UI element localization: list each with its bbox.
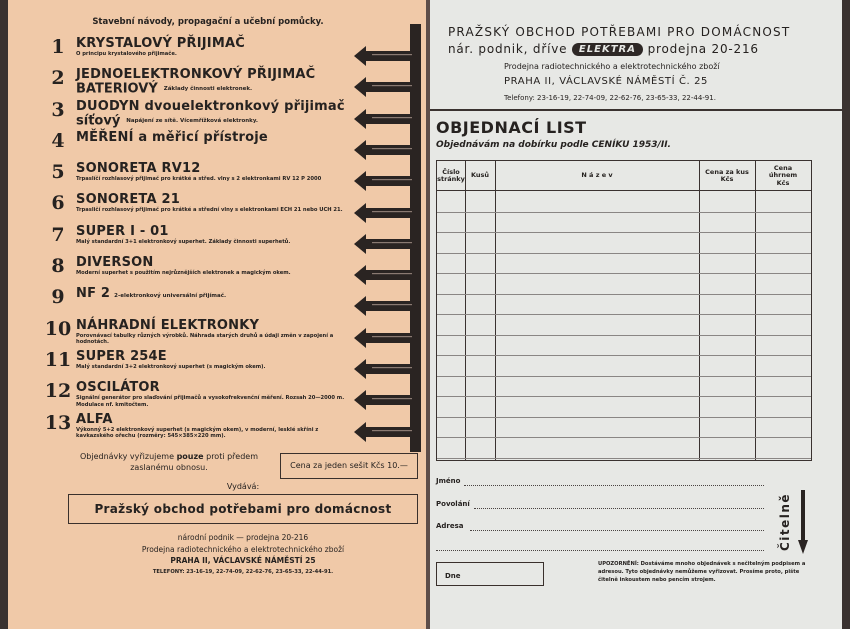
item-title bbox=[76, 286, 226, 304]
list-item bbox=[44, 286, 360, 317]
table-row[interactable] bbox=[437, 232, 811, 233]
col-header-unit-price bbox=[699, 161, 755, 191]
arrow-left-icon bbox=[354, 140, 414, 160]
item-description: Porovnávací tabulky různých výrobků. Náhrada starých druhů a údaji změn v zapojení a hodnotách. bbox=[76, 332, 334, 346]
store-subtitle-pre: nár. podnik, dříve bbox=[448, 42, 568, 56]
price-box: Cena za jeden sešit Kčs 10.— bbox=[280, 453, 418, 479]
arrow-left-icon bbox=[354, 203, 414, 223]
item-description: Trpasličí rozhlasový přijimač pro krátké a střední vlny s elektronkami ECH 21 nebo UCH 21. bbox=[76, 207, 343, 214]
job-field[interactable] bbox=[474, 508, 764, 509]
item-title: DUODYN dvouelektronkový přijimač bbox=[76, 98, 345, 114]
item-number: 13 bbox=[44, 411, 72, 434]
address-field-line2[interactable] bbox=[436, 550, 764, 551]
list-item bbox=[44, 349, 360, 380]
catalog-page bbox=[8, 0, 426, 629]
list-item bbox=[44, 380, 360, 411]
col-header-total-line2: úhrnem bbox=[768, 171, 798, 180]
column-divider bbox=[465, 161, 466, 460]
store-name: PRAŽSKÝ OBCHOD POTŘEBAMI PRO DOMÁCNOST bbox=[448, 25, 791, 39]
table-row[interactable] bbox=[437, 253, 811, 254]
col-header-unit-price-line1: Cena za kus bbox=[705, 167, 749, 176]
item-description: Napájení ze sítě. Vícemřížková elektronky. bbox=[126, 117, 258, 124]
column-divider bbox=[755, 161, 756, 460]
table-row[interactable] bbox=[437, 273, 811, 274]
item-title-line2-text: síťový bbox=[76, 113, 121, 129]
item-title: SONORETA RV12 bbox=[76, 161, 201, 177]
form-title: OBJEDNACÍ LIST bbox=[436, 118, 587, 137]
col-header-qty: Kusů bbox=[470, 171, 490, 180]
item-number: 10 bbox=[44, 317, 72, 340]
list-item bbox=[44, 318, 360, 349]
item-description: Výkonný 5+2 elektronkový superhet (s magickým okem), v moderní, lesklé skříni z kavkazského ořechu (rozměry: 545×385×220 mm). bbox=[76, 426, 319, 439]
list-item bbox=[44, 255, 360, 286]
item-title: OSCILÁTOR bbox=[76, 380, 160, 396]
catalog-heading: Stavební návody, propagační a učební pomůcky. bbox=[92, 17, 324, 27]
item-description: O principu krystalového přijimače. bbox=[76, 51, 177, 57]
list-item bbox=[44, 130, 360, 161]
footer-phones: TELEFONY: 23-16-19, 22-74-09, 22-62-76, 23-65-33, 22-44-91. bbox=[152, 568, 334, 575]
column-divider bbox=[495, 161, 496, 460]
store-description: Prodejna radiotechnického a elektrotechnického zboží bbox=[504, 62, 720, 71]
item-title: SUPER 254E bbox=[76, 348, 167, 364]
item-number: 6 bbox=[51, 192, 65, 215]
table-row[interactable] bbox=[437, 212, 811, 213]
footer-address: PRAHA II, VÁCLAVSKÉ NÁMĚSTÍ 25 bbox=[170, 556, 316, 565]
order-form-page bbox=[430, 0, 842, 629]
col-header-total-line1: Cena bbox=[773, 163, 793, 172]
item-description: Malý standardní 3+2 elektronkový superhet (s magickým okem). bbox=[76, 363, 266, 370]
table-row[interactable] bbox=[437, 437, 811, 438]
table-row[interactable] bbox=[437, 355, 811, 356]
item-title: SUPER I - 01 bbox=[76, 223, 169, 239]
table-row[interactable] bbox=[437, 458, 811, 459]
order-note bbox=[74, 451, 264, 473]
publisher-label: Vydává: bbox=[226, 482, 260, 491]
list-item bbox=[44, 192, 360, 223]
item-title-line2 bbox=[76, 81, 252, 98]
catalog-list bbox=[44, 36, 360, 443]
arrow-left-icon bbox=[354, 265, 414, 285]
name-field[interactable] bbox=[464, 485, 764, 486]
item-title: ALFA bbox=[76, 411, 113, 427]
list-item bbox=[44, 161, 360, 192]
item-description: Moderní superhet s použitím nejrůznějších elektronek a magickým okem. bbox=[76, 270, 291, 277]
col-header-total-price bbox=[755, 161, 811, 191]
address-field[interactable] bbox=[470, 530, 764, 531]
table-row[interactable] bbox=[437, 335, 811, 336]
order-note-pre: Objednávky vyřizujeme bbox=[79, 452, 175, 461]
arrow-left-icon bbox=[354, 77, 414, 97]
form-subtitle: Objednávám na dobírku podle CENÍKU 1953/II. bbox=[436, 140, 671, 150]
store-phones: Telefony: 23-16-19, 22-74-09, 22-62-76, 23-65-33, 22-44-91. bbox=[504, 94, 716, 102]
item-number: 2 bbox=[51, 67, 65, 90]
item-description: Signální generátor pro slaďování přijimačů a vysokofrekvenční měření. Rozsah 20—2000 m. Modulace nf. kmitočtem. bbox=[76, 395, 345, 408]
publisher-name: Pražský obchod potřebami pro domácnost bbox=[68, 494, 418, 524]
arrow-left-icon bbox=[354, 359, 414, 379]
item-title-text: NF 2 bbox=[76, 286, 111, 302]
item-description: Základy činnosti elektronek. bbox=[163, 86, 253, 93]
col-header-page bbox=[437, 161, 465, 191]
col-header-unit-price-line2: Kčs bbox=[720, 175, 734, 183]
arrow-left-icon bbox=[354, 328, 414, 348]
item-title: JEDNOELEKTRONKOVÝ PŘIJIMAČ bbox=[76, 67, 316, 83]
arrow-left-icon bbox=[354, 422, 414, 442]
col-header-name: N á z e v bbox=[581, 171, 613, 180]
elektra-logo: ELEKTRA bbox=[572, 43, 643, 56]
publisher-footer bbox=[68, 532, 418, 578]
item-number: 1 bbox=[51, 36, 65, 58]
legibility-notice: UPOZORNĚNÍ: Dostáváme mnoho objednávek s nečitelným podpisem a adresou. Tyto objednávky nemůžeme vyřizovat. Prosíme proto, pište čitelně inkoustem nebo pencím strojem. bbox=[598, 561, 806, 583]
legibly-label bbox=[774, 490, 796, 554]
table-row[interactable] bbox=[437, 376, 811, 377]
job-label: Povolání bbox=[436, 500, 470, 508]
item-number: 9 bbox=[51, 286, 65, 309]
store-subtitle bbox=[448, 42, 759, 56]
item-number: 11 bbox=[44, 348, 72, 371]
item-title: DIVERSON bbox=[76, 255, 154, 271]
col-header-page-line1: Číslo bbox=[442, 167, 460, 176]
table-row[interactable] bbox=[437, 417, 811, 418]
list-item bbox=[44, 224, 360, 255]
table-row[interactable] bbox=[437, 314, 811, 315]
order-note-bold: pouze bbox=[176, 452, 204, 461]
order-note-post: proti předem zaslanému obnosu. bbox=[130, 452, 259, 472]
item-title-line2-text: BATERIOVÝ bbox=[76, 81, 158, 97]
item-number: 5 bbox=[51, 161, 65, 184]
item-title-line2 bbox=[76, 113, 258, 130]
arrow-down-icon bbox=[798, 490, 808, 554]
order-table bbox=[436, 160, 812, 461]
date-label: Dne bbox=[445, 572, 461, 580]
item-title: NÁHRADNÍ ELEKTRONKY bbox=[76, 317, 260, 333]
item-number: 3 bbox=[51, 98, 65, 121]
arrow-left-icon bbox=[354, 296, 414, 316]
footer-line-1: národní podnik — prodejna 20-216 bbox=[177, 533, 309, 542]
item-title: SONORETA 21 bbox=[76, 192, 180, 208]
header-divider bbox=[430, 109, 842, 111]
table-row[interactable] bbox=[437, 294, 811, 295]
item-description: Trpaslíčí rozhlasový přijimač pro krátké a střed. vlny s 2 elektronkami RV 12 P 2000 bbox=[76, 176, 322, 183]
item-number: 7 bbox=[51, 223, 65, 246]
footer-line-2: Prodejna radiotechnického a elektrotechnického zboží bbox=[141, 544, 345, 554]
date-field[interactable] bbox=[436, 562, 544, 586]
arrow-left-icon bbox=[354, 390, 414, 410]
item-description: 2-elektronkový universální přijímač. bbox=[114, 293, 227, 300]
arrow-left-icon bbox=[354, 171, 414, 191]
list-item bbox=[44, 67, 360, 98]
item-number: 8 bbox=[51, 255, 65, 278]
column-divider bbox=[699, 161, 700, 460]
arrow-left-icon bbox=[354, 234, 414, 254]
item-number: 4 bbox=[51, 129, 65, 152]
legibly-text: Čitelně bbox=[778, 492, 792, 552]
list-item bbox=[44, 36, 360, 67]
item-number: 12 bbox=[44, 380, 72, 403]
arrow-left-icon bbox=[354, 109, 414, 129]
item-title: MĚŘENÍ a měřicí přístroje bbox=[76, 129, 268, 145]
address-label: Adresa bbox=[436, 522, 464, 530]
store-subtitle-post: prodejna 20-216 bbox=[647, 42, 759, 56]
table-row[interactable] bbox=[437, 396, 811, 397]
item-title: KRYSTALOVÝ PŘIJIMAČ bbox=[76, 36, 245, 51]
list-item bbox=[44, 99, 360, 130]
col-header-page-line2: stránky bbox=[437, 175, 465, 183]
list-item bbox=[44, 412, 360, 443]
item-description: Malý standardní 3+1 elektronkový superhet. Základy činnosti superhetů. bbox=[76, 238, 291, 245]
arrow-left-icon bbox=[354, 46, 414, 66]
store-address: PRAHA II, VÁCLAVSKÉ NÁMĚSTÍ Č. 25 bbox=[504, 76, 709, 87]
col-header-total-line3: Kčs bbox=[776, 178, 790, 187]
name-label: Jméno bbox=[436, 477, 461, 485]
